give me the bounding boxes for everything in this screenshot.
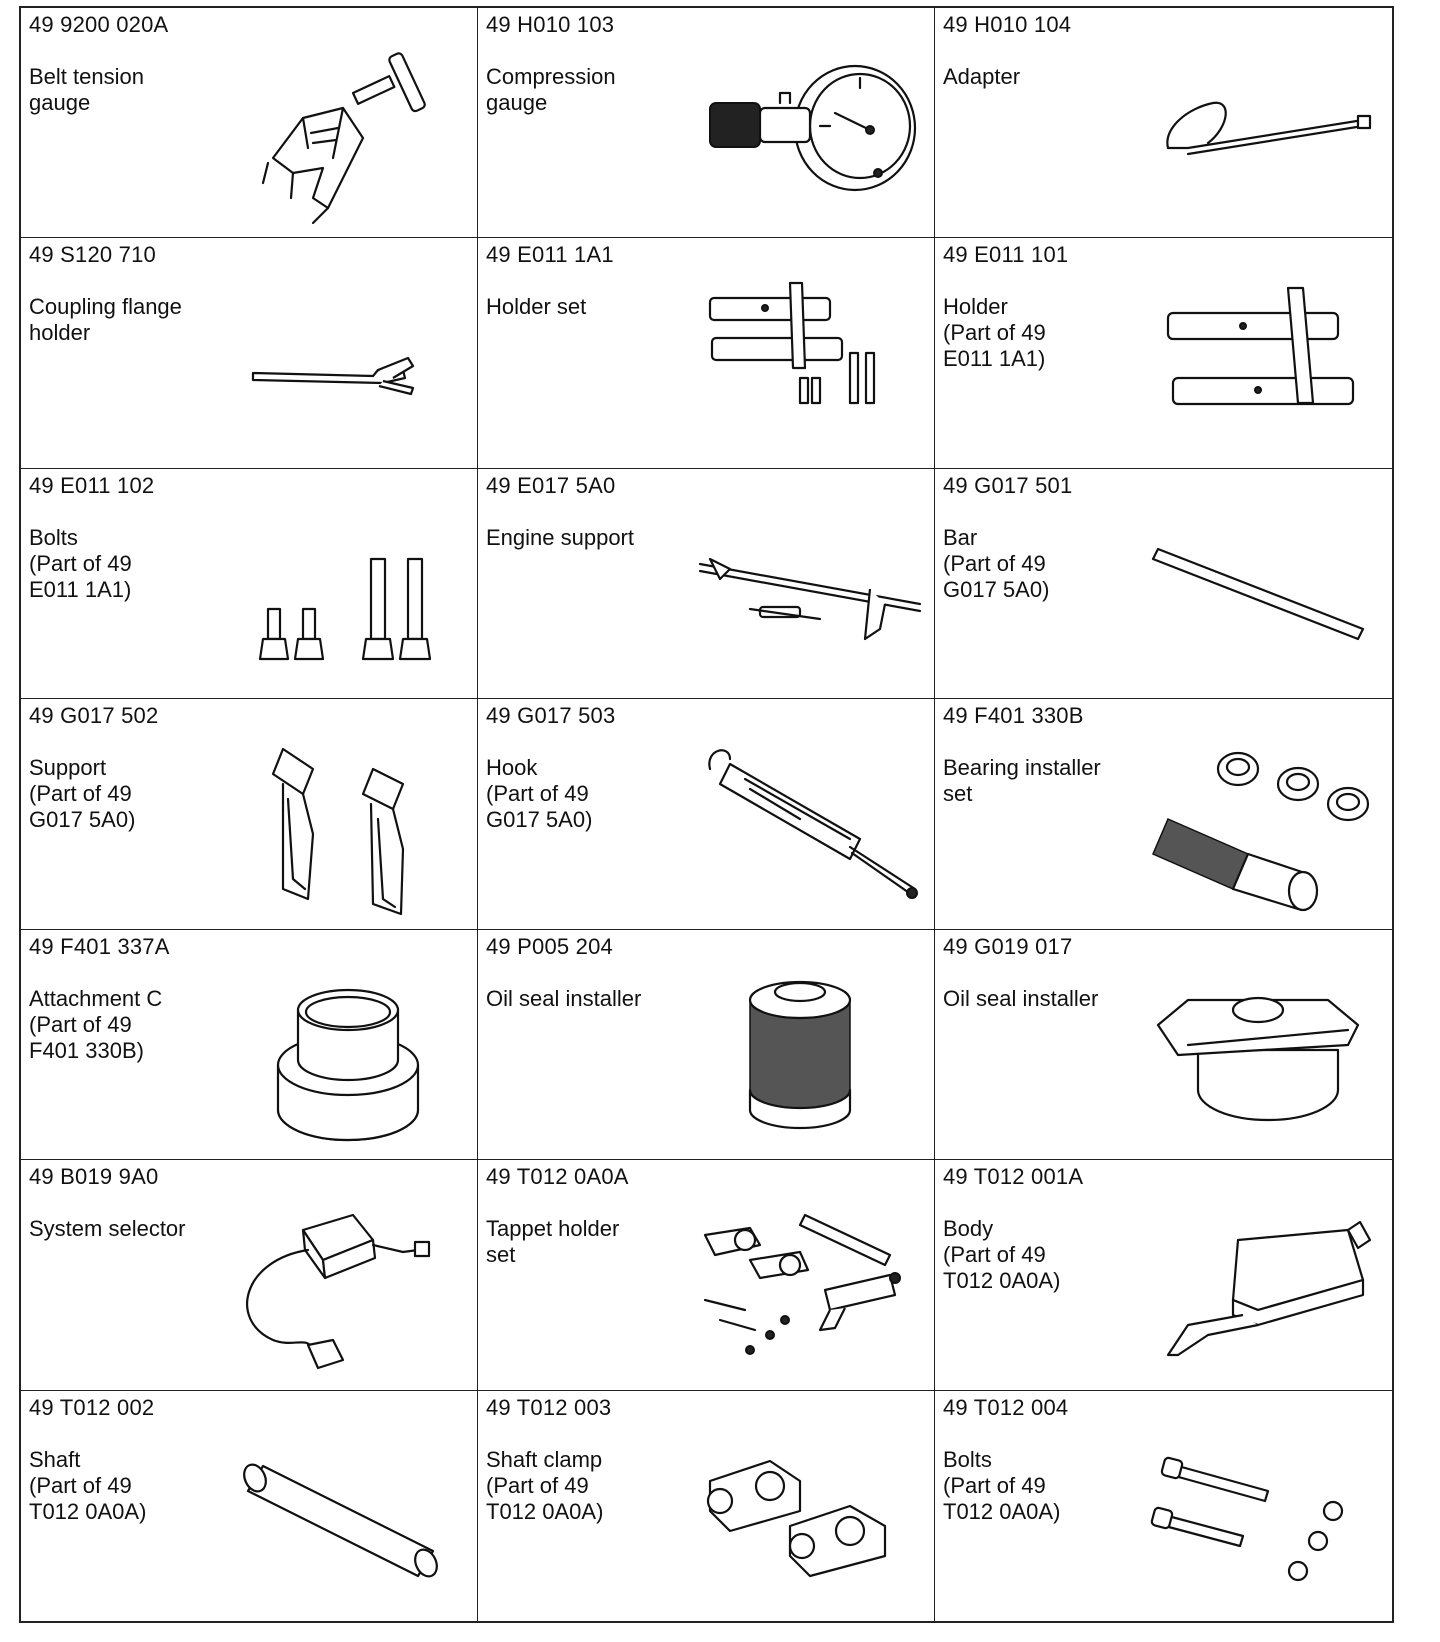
belt-tension-gauge-icon [233, 48, 463, 224]
tool-name-line: (Part of 49 [943, 550, 1046, 576]
tool-name-line: Holder [943, 294, 1008, 320]
tool-name [943, 755, 1138, 807]
tool-name-line: (Part of 49 [943, 1242, 1046, 1268]
part-number: 49 T012 001A [943, 1164, 1084, 1190]
tool-name-line: (Part of 49 [29, 550, 132, 576]
part-number: 49 G017 502 [29, 703, 159, 729]
engine-support-icon [690, 509, 920, 685]
tool-name-line: T012 0A0A) [943, 1268, 1061, 1294]
part-number: 49 H010 103 [486, 12, 615, 37]
tool-name-line: (Part of 49 [486, 1472, 589, 1498]
tool-name-line: G017 5A0) [486, 807, 593, 833]
part-number: 49 E011 101 [943, 242, 1069, 268]
bar-icon [1148, 509, 1378, 685]
tool-cell [478, 1391, 935, 1621]
tool-name [943, 986, 1138, 1012]
tool-name [29, 294, 224, 346]
tool-cell [935, 699, 1392, 929]
part-number: 49 9200 020A [29, 12, 169, 37]
tool-name-line: Oil seal installer [943, 985, 1099, 1011]
tool-name-line: T012 0A0A) [943, 1498, 1061, 1524]
part-number: 49 G017 503 [486, 703, 616, 729]
tool-name-line: (Part of 49 [29, 1472, 132, 1498]
tool-name-line: System selector [29, 1216, 186, 1242]
tool-name [943, 294, 1138, 372]
tool-name-line: set [486, 1242, 516, 1268]
compression-gauge-icon [690, 48, 920, 224]
attachment-c-icon [233, 970, 463, 1146]
tool-name-line: Hook [486, 755, 538, 781]
part-number: 49 F401 337A [29, 933, 170, 959]
tool-name [486, 986, 681, 1012]
tool-cell [21, 1391, 478, 1621]
tool-name-line: Coupling flange [29, 294, 182, 320]
tool-name-line: (Part of 49 [29, 781, 132, 807]
tool-name [943, 525, 1138, 603]
tool-cell [21, 1160, 478, 1390]
tool-name-line: set [943, 781, 973, 807]
tool-name-line: G017 5A0) [29, 807, 136, 833]
oil-seal-installer-plate-icon [1148, 970, 1378, 1146]
tool-name-line: (Part of 49 [943, 1472, 1046, 1498]
tool-name-line: T012 0A0A) [29, 1498, 147, 1524]
part-number: 49 T012 003 [486, 1394, 612, 1420]
tool-name-line: holder [29, 320, 91, 346]
part-number: 49 E011 102 [29, 472, 155, 498]
part-number: 49 S120 710 [29, 242, 156, 268]
tool-name-line: E011 1A1) [943, 346, 1046, 372]
tool-cell [21, 930, 478, 1160]
body-icon [1148, 1200, 1378, 1376]
tool-name [29, 1216, 224, 1242]
part-number: 49 B019 9A0 [29, 1164, 159, 1190]
part-number: 49 F401 330B [943, 703, 1084, 729]
tool-name-line: Belt tension [29, 64, 144, 89]
special-tools-table [19, 6, 1394, 1623]
coupling-flange-holder-icon [233, 278, 463, 454]
tool-cell [935, 1160, 1392, 1390]
tool-name [943, 1216, 1138, 1294]
tool-name [486, 294, 681, 320]
tool-name-line: T012 0A0A) [486, 1498, 604, 1524]
tool-cell [478, 699, 935, 929]
tool-name-line: (Part of 49 [943, 320, 1046, 346]
tool-name-line: Support [29, 755, 107, 781]
support-icon [233, 739, 463, 915]
tool-name [486, 64, 681, 116]
shaft-clamp-icon [690, 1431, 920, 1607]
tool-name-line: E011 1A1) [29, 576, 132, 602]
bolts-icon [233, 509, 463, 685]
tool-name [943, 64, 1138, 90]
tool-cell [21, 8, 478, 238]
tool-name [486, 1216, 681, 1268]
tool-cell [21, 469, 478, 699]
tool-name-line: G017 5A0) [943, 576, 1050, 602]
oil-seal-installer-cylinder-icon [690, 970, 920, 1146]
tool-cell [478, 469, 935, 699]
system-selector-icon [233, 1200, 463, 1376]
tool-cell [478, 1160, 935, 1390]
tool-name-line: Bearing installer [943, 755, 1101, 781]
tool-name-line: Engine support [486, 524, 634, 550]
bolts-small-icon [1148, 1431, 1378, 1607]
tool-name-line: gauge [29, 90, 91, 115]
part-number: 49 H010 104 [943, 12, 1072, 37]
tool-cell [935, 238, 1392, 468]
tool-cell [478, 930, 935, 1160]
holder-icon [1148, 278, 1378, 454]
tool-name [486, 1447, 681, 1525]
tool-cell [21, 238, 478, 468]
hook-icon [690, 739, 920, 915]
tool-name-line: F401 330B) [29, 1037, 144, 1063]
tool-name-line: Tappet holder [486, 1216, 620, 1242]
tool-cell [935, 469, 1392, 699]
tool-name-line: Shaft clamp [486, 1446, 603, 1472]
tool-name-line: Bar [943, 524, 978, 550]
part-number: 49 G017 501 [943, 472, 1073, 498]
adapter-icon [1148, 48, 1378, 224]
tool-cell [478, 238, 935, 468]
shaft-icon [233, 1431, 463, 1607]
tool-name-line: Oil seal installer [486, 985, 642, 1011]
tool-name-line: Bolts [943, 1446, 992, 1472]
tool-name [29, 64, 224, 116]
tool-name [943, 1447, 1138, 1525]
tool-name [29, 755, 224, 833]
tool-name-line: (Part of 49 [29, 1011, 132, 1037]
tool-name-line: Body [943, 1216, 994, 1242]
tappet-holder-set-icon [690, 1200, 920, 1376]
tool-name [29, 986, 224, 1064]
tool-name-line: (Part of 49 [486, 781, 589, 807]
tool-name-line: Attachment C [29, 985, 163, 1011]
tool-name-line: Compression [486, 64, 616, 89]
tool-name [29, 525, 224, 603]
part-number: 49 T012 002 [29, 1394, 155, 1420]
tool-name [29, 1447, 224, 1525]
tool-name-line: Bolts [29, 524, 78, 550]
tool-name-line: Adapter [943, 64, 1021, 89]
tool-name [486, 755, 681, 833]
part-number: 49 E011 1A1 [486, 242, 614, 268]
tool-name-line: Shaft [29, 1446, 81, 1472]
part-number: 49 P005 204 [486, 933, 613, 959]
holder-set-icon [690, 278, 920, 454]
part-number: 49 T012 004 [943, 1394, 1069, 1420]
part-number: 49 G019 017 [943, 933, 1073, 959]
tool-name [486, 525, 681, 551]
tool-cell [935, 1391, 1392, 1621]
tool-cell [21, 699, 478, 929]
part-number: 49 E017 5A0 [486, 472, 616, 498]
part-number: 49 T012 0A0A [486, 1164, 629, 1190]
tool-name-line: Holder set [486, 294, 587, 320]
tool-cell [935, 930, 1392, 1160]
tool-name-line: gauge [486, 90, 548, 115]
bearing-installer-set-icon [1148, 739, 1378, 915]
tool-cell [935, 8, 1392, 238]
tool-cell [478, 8, 935, 238]
